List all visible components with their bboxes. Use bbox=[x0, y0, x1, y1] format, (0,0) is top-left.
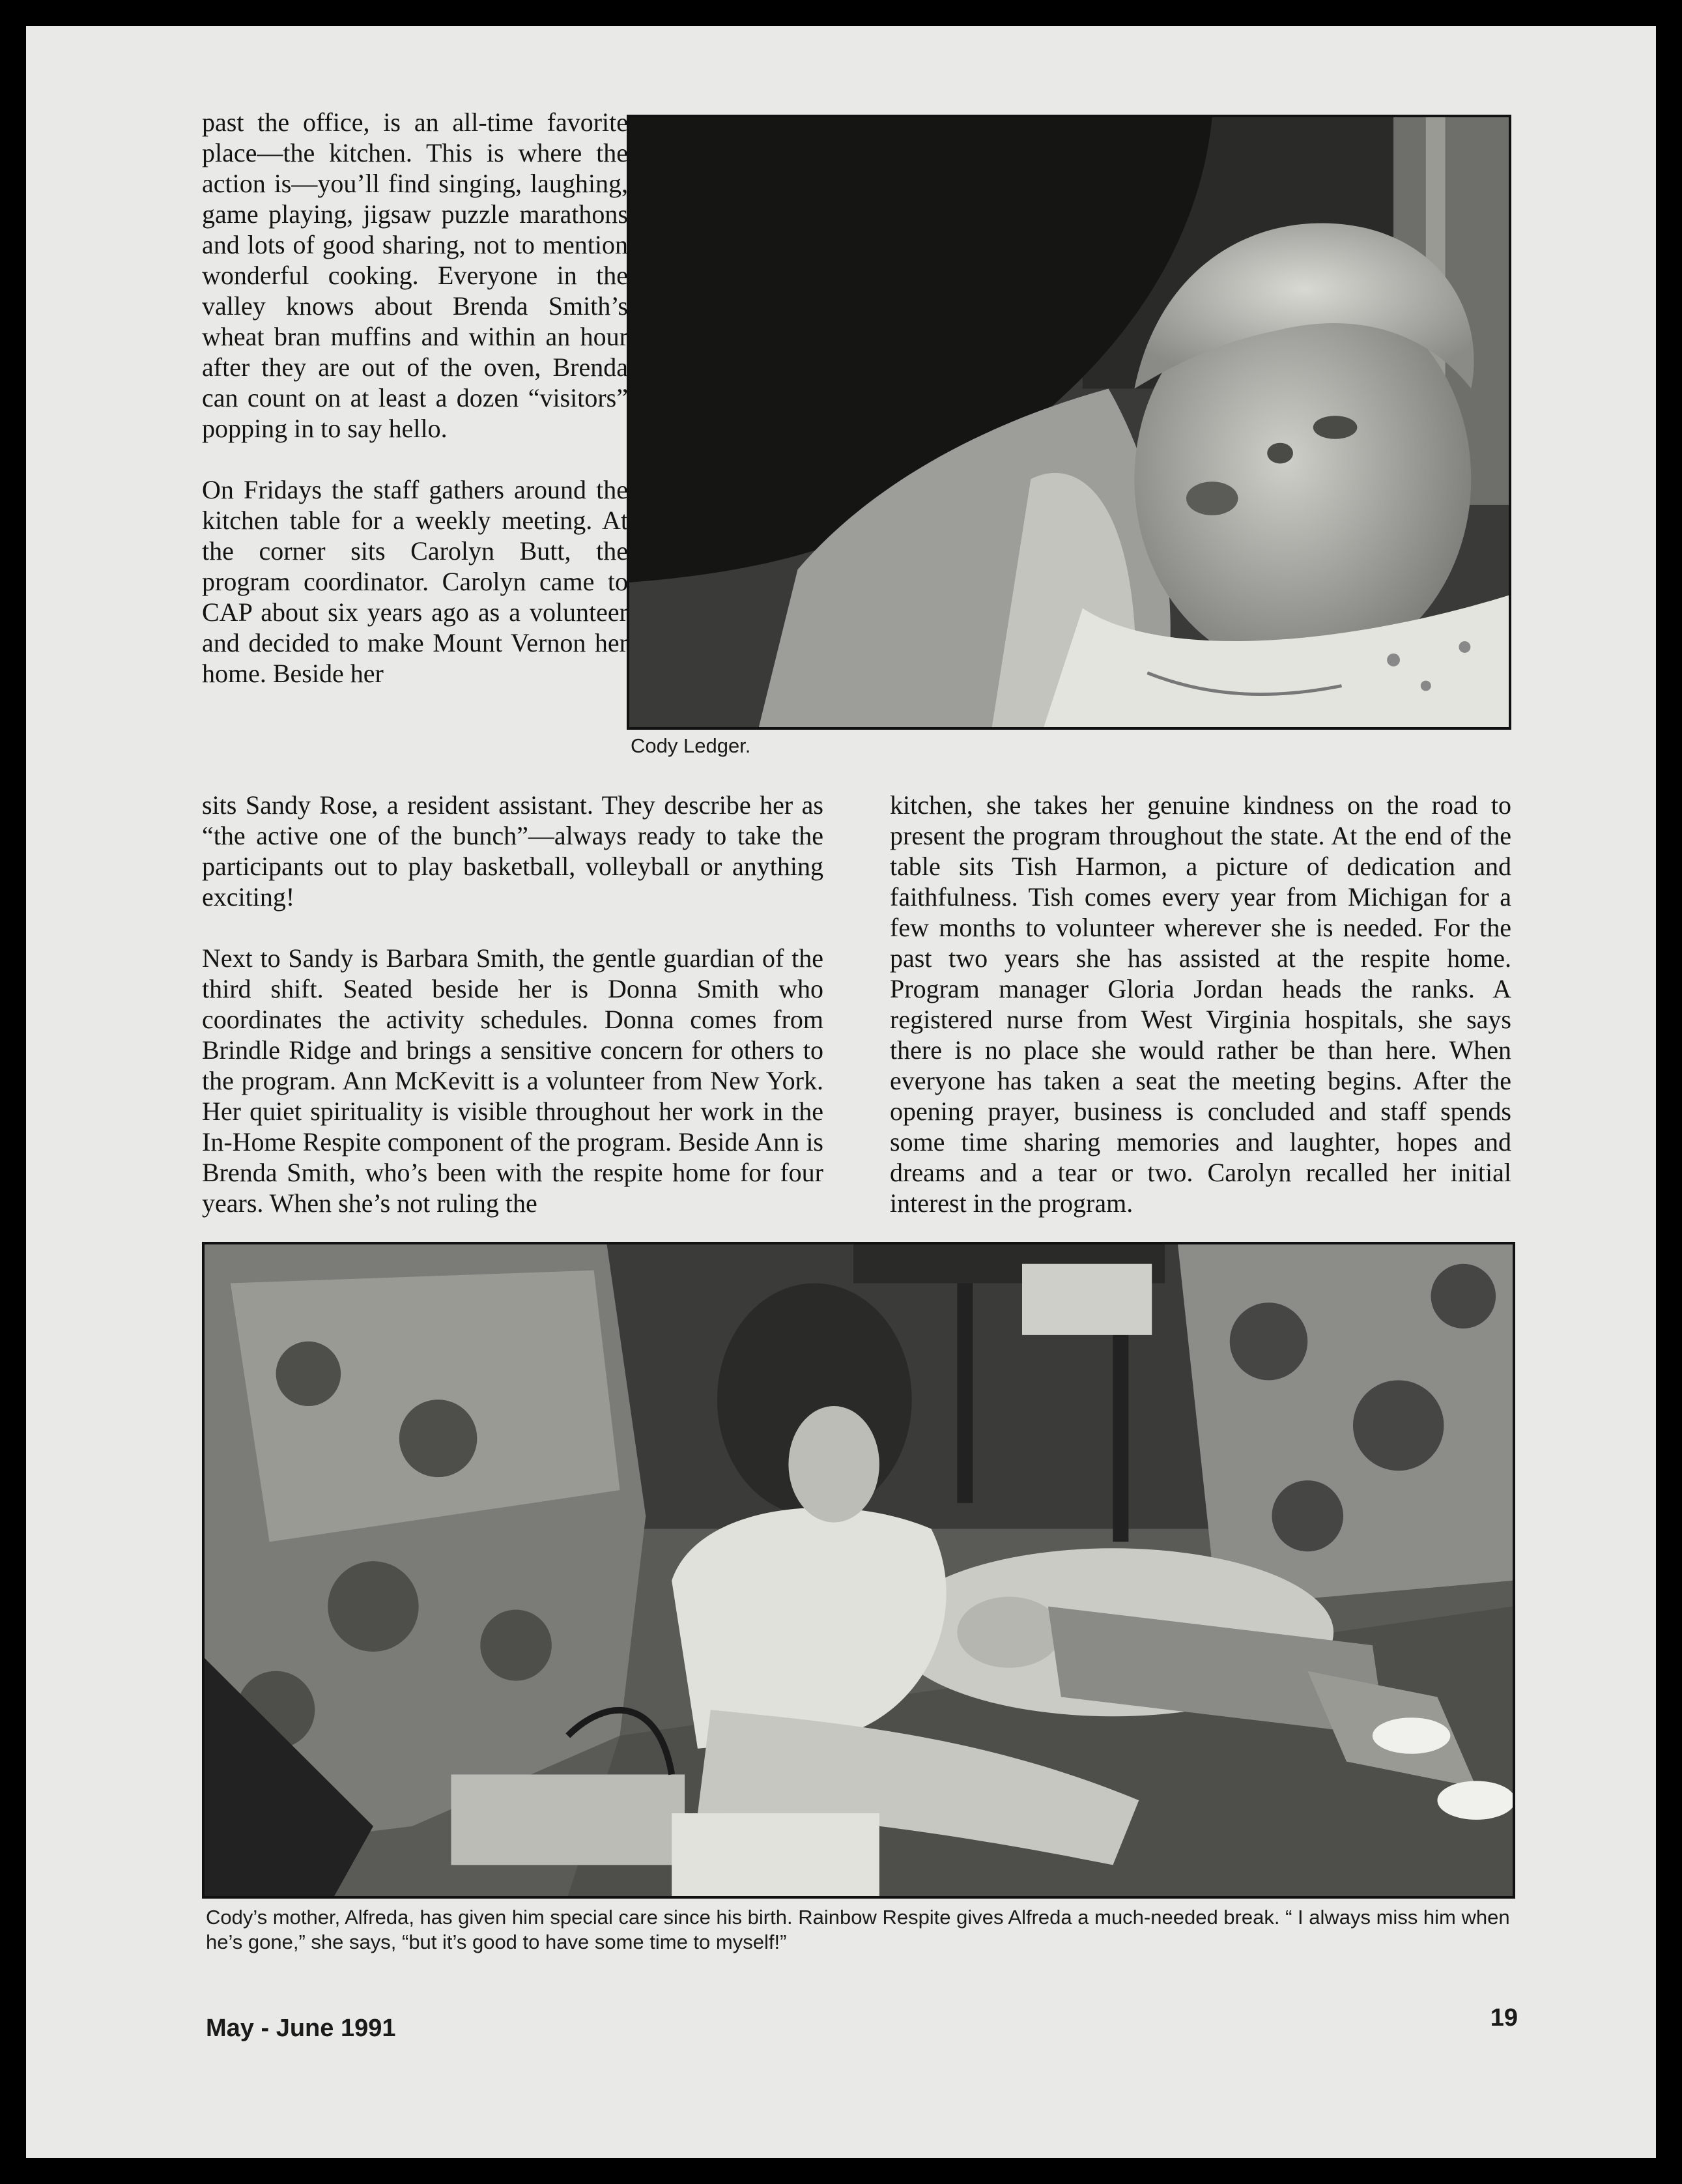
photo-cody-ledger bbox=[627, 115, 1511, 730]
article-paragraph: kitchen, she takes her genuine kindness on the road to present the program throughout the state. At the end of the table sits Tish Harmon, a picture of dedication and faithfulness. Tish comes every year from Michigan for a few months to volunteer wherever she is needed. For the past two years she has assisted at the respite home. Program manager Gloria Jordan heads the ranks. A registered nurse from West Virginia hospitals, she says there is no place she would rather be than here. When everyone has taken a seat the meeting begins. After the opening prayer, business is concluded and staff spends some time sharing memories and laughter, hopes and dreams and a tear or two. Carolyn recalled her initial interest in the program. bbox=[890, 790, 1511, 1218]
photo-image bbox=[629, 117, 1509, 727]
article-paragraph: past the office, is an all-time favorite place—the kitchen. This is where the action is—you’ll find singing, laughing, game playing, jigsaw puzzle marathons and lots of good sharing, not to mention wonderful cooking. Everyone in the valley knows about Brenda Smith’s wheat bran muffins and within an hour after they are out of the oven, Brenda can count on at least a dozen “visitors” popping in to say hello. bbox=[202, 108, 628, 443]
article-paragraph: Next to Sandy is Barbara Smith, the gentle guardian of the third shift. Seated beside her is Donna Smith who coordinates the activity schedules. Donna comes from Brindle Ridge and brings a sensitive concern for others to the program. Ann McKevitt is a volunteer from New York. Her quiet spirituality is visible throughout her work in the In-Home Respite component of the program. Beside Ann is Brenda Smith, who’s been with the respite home for four years. When she’s not ruling the bbox=[202, 943, 823, 1218]
photo-caption-bottom: Cody’s mother, Alfreda, has given him special care since his birth. Rainbow Respite gives Alfreda a much-needed break. “ I always miss him when he’s gone,” she says, “but it’s good to have some time to myself!” bbox=[206, 1906, 1510, 1953]
issue-date: May - June 1991 bbox=[206, 2015, 396, 2042]
article-paragraph: sits Sandy Rose, a resident assistant. They describe her as “the active one of the bunch”—always ready to take the participants out to play basketball, volleyball or anything exciting! bbox=[202, 790, 823, 912]
article-paragraph: On Fridays the staff gathers around the kitchen table for a weekly meeting. At the corner sits Carolyn Butt, the program coordinator. Carolyn came to CAP about six years ago as a volunteer and decided to make Mount Vernon her home. Beside her bbox=[202, 475, 628, 688]
page-number: 19 bbox=[1490, 2004, 1518, 2032]
photo-caption-top: Cody Ledger. bbox=[631, 734, 751, 757]
article-column-right bbox=[890, 790, 1511, 1218]
photo-cody-and-mother bbox=[202, 1242, 1515, 1899]
article-column-left-top bbox=[202, 107, 628, 689]
magazine-page bbox=[26, 26, 1656, 2158]
article-column-left-bottom bbox=[202, 790, 823, 1218]
photo-image bbox=[205, 1244, 1513, 1896]
